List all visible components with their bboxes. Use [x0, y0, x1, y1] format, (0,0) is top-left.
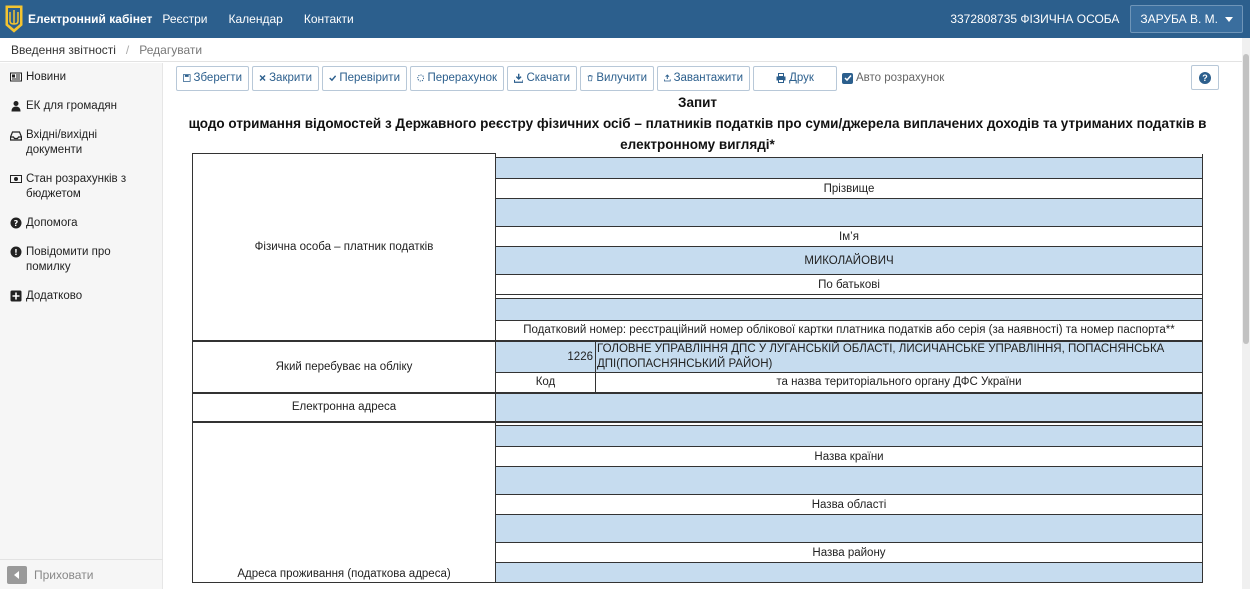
trash-icon: [587, 73, 593, 83]
country-caption: Назва країни: [496, 447, 1203, 467]
tax-number-input[interactable]: [496, 299, 1203, 321]
sidebar-item-additional[interactable]: [0, 282, 162, 311]
breadcrumb-parent[interactable]: Введення звітності: [11, 42, 116, 57]
recalc-label: Перерахунок: [427, 72, 497, 84]
user-icon: [10, 100, 22, 112]
sidebar: [0, 63, 163, 589]
auto-calc-label: Авто розрахунок: [856, 72, 945, 84]
surname-caption: Прізвище: [496, 179, 1203, 199]
auto-calc-checkbox[interactable]: [842, 72, 944, 84]
exclamation-icon: [10, 246, 22, 258]
country-input[interactable]: [496, 426, 1203, 447]
top-navbar: [0, 0, 1250, 38]
check-label: Перевірити: [339, 72, 400, 84]
floppy-icon: [183, 73, 191, 83]
print-button[interactable]: [753, 66, 837, 91]
sidebar-item-citizens[interactable]: [0, 92, 162, 121]
print-label: Друк: [789, 72, 814, 84]
office-name-input[interactable]: ГОЛОВНЕ УПРАВЛІННЯ ДПС У ЛУГАНСЬКІЙ ОБЛАСТІ, ЛИСИЧАНСЬКЕ УПРАВЛІННЯ, ПОПАСНЯНСЬКА ДПІ(ПОПАСНЯНСЬКИЙ РАЙОН): [596, 341, 1203, 373]
sidebar-item-report-error[interactable]: [0, 238, 162, 282]
collapse-left-icon: [7, 566, 27, 584]
nav-contacts[interactable]: Контакти: [303, 12, 354, 26]
brand[interactable]: [0, 0, 162, 38]
patronymic-caption: По батькові: [496, 275, 1203, 295]
svg-text:!: !: [14, 248, 18, 257]
sidebar-item-label: Новини: [26, 71, 67, 83]
district-input[interactable]: [496, 515, 1203, 543]
save-button[interactable]: [176, 66, 249, 91]
tax-number-caption: Податковий номер: реєстраційний номер облікової картки платника податків або серія (за наявності) та номер паспорта**: [496, 321, 1203, 341]
download-button[interactable]: [507, 66, 577, 91]
money-icon: [10, 173, 22, 185]
sidebar-item-label: Стан розрахунків з бюджетом: [26, 173, 127, 200]
newspaper-icon: [10, 71, 22, 83]
user-name: ЗАРУБА В. М.: [1140, 12, 1218, 26]
name-input[interactable]: [496, 199, 1203, 227]
checkbox-checked-icon: [842, 73, 853, 84]
title-line-2: щодо отримання відомостей з Державного реєстру фізичних осіб – платників податків про суми/джерела виплачених доходів та утриманих податків в: [188, 116, 1207, 131]
registered-label: Який перебуває на обліку: [193, 341, 496, 393]
sidebar-item-label: Вхідні/вихідні документи: [26, 129, 98, 156]
city-input[interactable]: [496, 563, 1203, 583]
caret-down-icon: [1225, 17, 1233, 22]
svg-text:?: ?: [13, 219, 19, 228]
trident-logo-icon: [3, 4, 25, 34]
breadcrumb-separator: /: [125, 42, 130, 57]
user-menu-button[interactable]: [1130, 5, 1243, 33]
sidebar-item-label: Допомога: [26, 217, 78, 229]
email-label: Електронна адреса: [193, 393, 496, 422]
sidebar-item-budget[interactable]: [0, 165, 162, 209]
inbox-icon: [10, 129, 22, 141]
download-icon: [514, 73, 523, 83]
document-title: [176, 92, 1219, 155]
recalc-button[interactable]: [410, 66, 504, 91]
close-button[interactable]: [252, 66, 319, 91]
person-label: Фізична особа – платник податків: [193, 154, 496, 341]
delete-label: Вилучити: [596, 72, 647, 84]
office-code-input[interactable]: 1226: [496, 341, 596, 373]
sidebar-item-help[interactable]: [0, 209, 162, 238]
form-toolbar: [176, 65, 1219, 91]
upload-icon: [664, 73, 671, 83]
page-scrollbar[interactable]: [1242, 38, 1250, 589]
sidebar-hide-button[interactable]: [0, 559, 163, 589]
delete-button[interactable]: [580, 66, 654, 91]
brand-title: Електронний кабінет: [28, 12, 153, 26]
region-input[interactable]: [496, 467, 1203, 495]
address-label: Адреса проживання (податкова адреса): [193, 422, 496, 583]
question-icon: ?: [1199, 72, 1211, 84]
district-caption: Назва району: [496, 543, 1203, 563]
scrollbar-thumb[interactable]: [1243, 54, 1249, 344]
title-line-3: електронному вигляді*: [620, 137, 775, 152]
close-icon: [259, 73, 266, 83]
upload-label: Завантажити: [673, 72, 743, 84]
code-caption: Код: [496, 373, 596, 393]
sidebar-item-label: Додатково: [26, 290, 83, 302]
save-label: Зберегти: [193, 72, 242, 84]
breadcrumb: [0, 38, 1250, 62]
sidebar-item-label: ЕК для громадян: [26, 100, 117, 112]
region-caption: Назва області: [496, 495, 1203, 515]
plus-square-icon: [10, 290, 22, 302]
email-input[interactable]: [496, 393, 1203, 422]
nav-registries[interactable]: Реєстри: [162, 12, 208, 26]
check-icon: [329, 73, 336, 83]
printer-icon: [776, 73, 786, 83]
sidebar-item-news[interactable]: [0, 63, 162, 92]
surname-input[interactable]: [496, 158, 1203, 179]
name-caption: Ім’я: [496, 227, 1203, 247]
download-label: Скачати: [526, 72, 570, 84]
upload-button[interactable]: [657, 66, 750, 91]
breadcrumb-current: Редагувати: [139, 42, 203, 57]
help-button[interactable]: [1191, 65, 1219, 90]
sidebar-item-documents[interactable]: [0, 121, 162, 165]
close-label: Закрити: [269, 72, 312, 84]
sidebar-item-label: Повідомити про помилку: [26, 246, 111, 273]
patronymic-input[interactable]: МИКОЛАЙОВИЧ: [496, 247, 1203, 275]
nav-calendar[interactable]: Календар: [228, 12, 283, 26]
office-caption: та назва територіального органу ДФС України: [596, 373, 1203, 393]
check-button[interactable]: [322, 66, 407, 91]
request-form: [192, 153, 1203, 583]
spinner-icon: [417, 73, 424, 83]
question-icon: [10, 217, 22, 229]
title-line-1: Запит: [677, 95, 718, 110]
tax-id-label: 3372808735 ФІЗИЧНА ОСОБА: [950, 12, 1120, 26]
sidebar-hide-label: Приховати: [34, 567, 94, 582]
